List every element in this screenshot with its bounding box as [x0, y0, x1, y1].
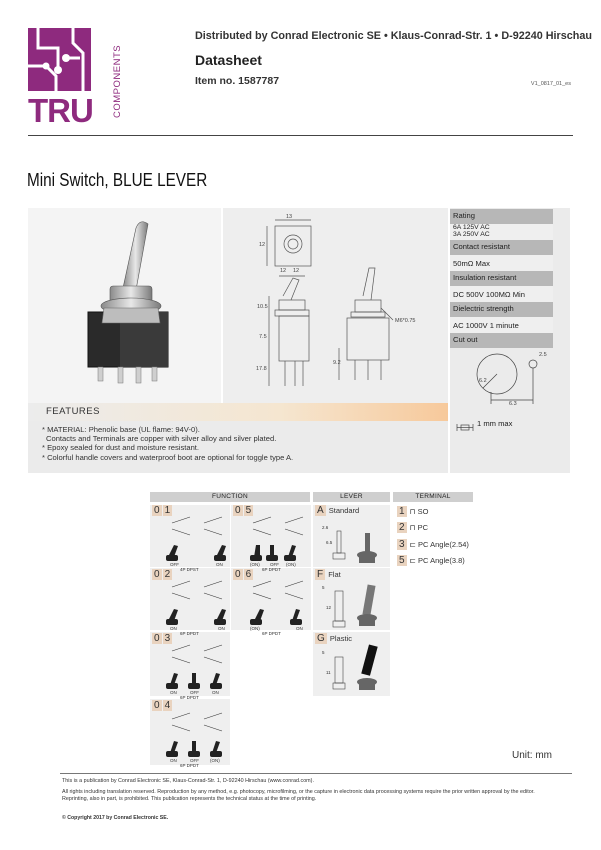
spec-val-contact: 50mΩ Max	[450, 255, 553, 271]
spec-head-contact: Contact resistant	[450, 240, 553, 255]
pos-label: (ON)	[286, 562, 296, 567]
lever-a: A Standard	[317, 505, 360, 516]
item-number: Item no. 1587787	[195, 75, 280, 87]
lever-f: F Flat	[317, 569, 341, 580]
spec-val-rating-2: 3A 250V AC	[450, 231, 553, 240]
footer-copyright: © Copyright 2017 by Conrad Electronic SE.	[62, 815, 169, 821]
spec-val-rating-1: 6A 125V AC	[450, 224, 553, 233]
dim-thread: M6*0.75	[395, 318, 416, 324]
pos-label: OFF	[190, 690, 199, 695]
type-label: 4P DPST	[180, 567, 199, 572]
type-label: 6P DPDT	[180, 631, 199, 636]
lever-dim: 5	[322, 585, 325, 590]
pos-label: ON	[170, 626, 177, 631]
function-code-01: 0 1	[154, 505, 171, 516]
dim-bushing: 7.5	[259, 334, 267, 340]
function-code-05: 0 5	[235, 505, 252, 516]
type-label: 6P DPDT	[180, 695, 199, 700]
terminal-header: TERMINAL	[393, 492, 473, 502]
spec-head-rating: Rating	[450, 209, 553, 224]
pos-label: (ON)	[250, 626, 260, 631]
logo-circuit-mark	[28, 28, 91, 91]
header-divider	[28, 135, 573, 136]
pos-label: ON	[170, 690, 177, 695]
pos-label: (ON)	[250, 562, 260, 567]
dim-lever: 10.5	[257, 304, 268, 310]
terminal-1: 1 ⊓ SO	[399, 506, 429, 517]
cutout-dia: 6.2	[479, 378, 487, 384]
dimension-drawing	[223, 208, 448, 403]
lever-dim: 11	[326, 670, 331, 675]
footer-divider	[60, 773, 572, 774]
terminal-icon: ⊓	[409, 523, 416, 532]
spec-val-dielectric: AC 1000V 1 minute	[450, 317, 553, 333]
dim-pitch-b: 12	[293, 268, 300, 274]
function-code-02: 0 2	[154, 569, 171, 580]
page-title: Mini Switch, BLUE LEVER	[27, 170, 208, 190]
dim-pins: 9.2	[333, 360, 341, 366]
logo-subtext: COMPONENTS	[112, 44, 123, 118]
features-list	[28, 421, 448, 473]
footer-rights: All rights including translation reserved. Reproduction by any method, e.g. photocopy, microfilming, or the capture in electronic data processing systems require the prior written approval by the editor. Reprinting, also in part, is prohibited. This publication represents the technical status at the time of printing.	[62, 789, 535, 803]
pos-label: ON	[296, 626, 303, 631]
function-header: FUNCTION	[150, 492, 310, 502]
terminal-3: 3 ⊏ PC Angle(2.54)	[399, 539, 469, 550]
spec-head-cutout: Cut out	[450, 333, 553, 348]
unit-label: Unit: mm	[512, 750, 552, 761]
cutout-slot: 2.5	[539, 352, 547, 358]
function-code-03: 0 3	[154, 633, 171, 644]
lever-header: LEVER	[313, 492, 390, 502]
pos-label: OFF	[190, 758, 199, 763]
dim-height-top: 12	[259, 242, 266, 248]
feature-line: * Epoxy sealed for dust and moisture resistant.	[42, 443, 200, 453]
pos-label: OFF	[270, 562, 279, 567]
logo-text: TRU	[28, 92, 93, 129]
features-title: FEATURES	[46, 406, 100, 417]
pos-label: (ON)	[210, 758, 220, 763]
terminal-2: 2 ⊓ PC	[399, 522, 429, 533]
function-code-06: 0 6	[235, 569, 252, 580]
feature-line: * MATERIAL: Phenolic base (UL flame: 94V-0).	[42, 425, 200, 434]
feature-line: * Colorful handle covers and waterproof boot are optional for toggle type A.	[42, 452, 294, 462]
pos-label: ON	[218, 626, 225, 631]
type-label: 6P DPDT	[262, 567, 281, 572]
lever-dim: 6.5	[326, 540, 333, 545]
lever-dim: 5	[322, 650, 325, 655]
terminal-5: 5 ⊏ PC Angle(3.8)	[399, 555, 465, 566]
lever-drawings	[313, 505, 390, 697]
dim-pitch-a: 12	[280, 268, 287, 274]
cutout-offset: 6.3	[509, 401, 517, 407]
tru-components-logo	[28, 28, 123, 129]
type-label: 6P DPDT	[180, 763, 199, 768]
terminal-icon: ⊏	[409, 556, 416, 565]
lever-dim: 12	[326, 605, 332, 610]
cutout-drawing	[455, 348, 565, 410]
dim-body: 17.8	[256, 366, 267, 372]
spec-head-dielectric: Dielectric strength	[450, 302, 553, 317]
product-photo	[28, 208, 221, 403]
function-code-04: 0 4	[154, 700, 171, 711]
tolerance-value: 1 mm max	[477, 419, 513, 428]
terminal-icon: ⊏	[409, 540, 416, 549]
pos-label: OFF	[170, 562, 179, 567]
doc-title: Datasheet	[195, 52, 262, 68]
terminal-icon: ⊓	[409, 507, 416, 516]
dim-width: 13	[286, 214, 293, 220]
spec-val-insulation: DC 500V 100MΩ Min	[450, 286, 553, 302]
pos-label: ON	[170, 758, 177, 763]
feature-line: Contacts and Terminals are copper with silver alloy and silver plated.	[46, 434, 277, 444]
pos-label: ON	[216, 562, 223, 567]
type-label: 6P DPDT	[262, 631, 281, 636]
function-schematics	[150, 505, 311, 767]
spec-head-insulation: Insulation resistant	[450, 271, 553, 286]
distributor-line: Distributed by Conrad Electronic SE • Klaus-Conrad-Str. 1 • D-92240 Hirschau	[195, 30, 592, 42]
version-code: V1_0817_01_es	[530, 81, 571, 87]
footer-publication: This is a publication by Conrad Electronic SE, Klaus-Conrad-Str. 1, D-92240 Hirschau (www.conrad.com).	[62, 778, 314, 784]
lever-g: G Plastic	[317, 633, 352, 644]
tolerance-icon	[456, 419, 474, 428]
lever-dim: 2.6	[322, 525, 329, 530]
pos-label: ON	[212, 690, 219, 695]
